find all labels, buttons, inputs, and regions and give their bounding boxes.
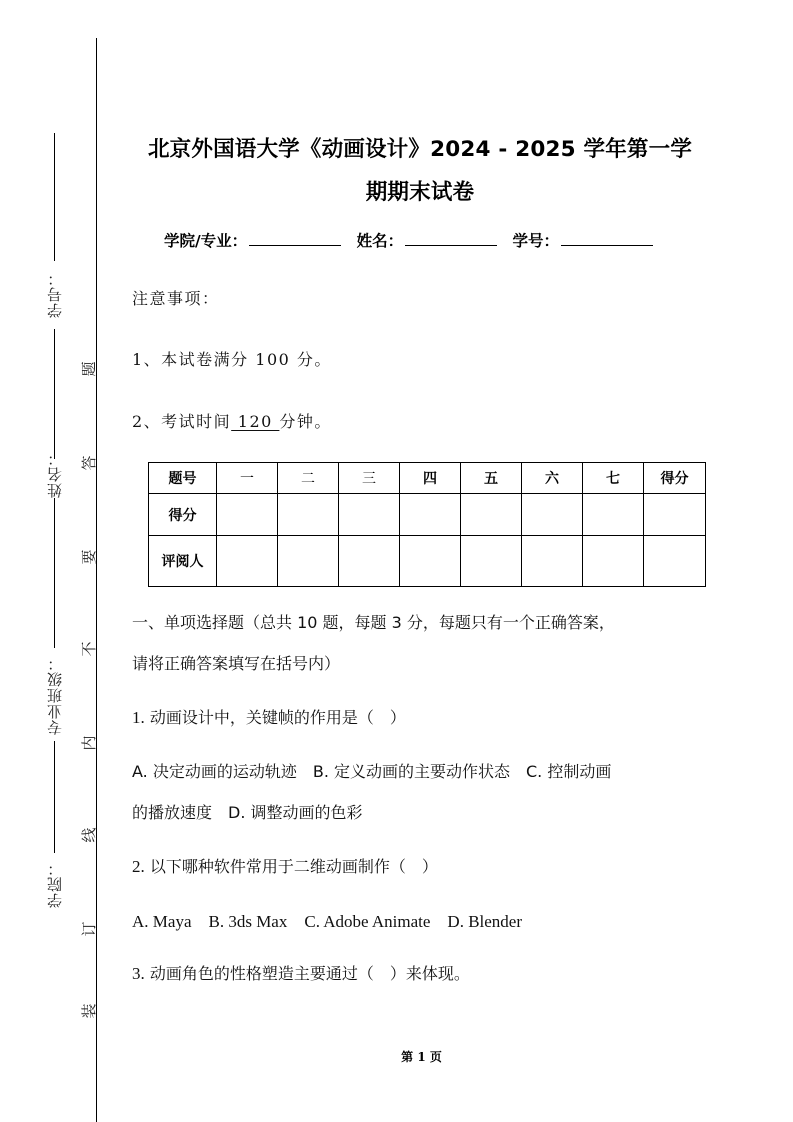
student-id-field-line: [54, 329, 55, 459]
score-cell[interactable]: [461, 494, 522, 536]
table-header-cell: 三: [339, 463, 400, 494]
table-header-cell: 五: [461, 463, 522, 494]
binding-warning-char: 线: [80, 827, 98, 843]
question-1: [132, 705, 406, 728]
reviewer-cell[interactable]: [583, 536, 644, 587]
name-field-label: 姓名：: [46, 450, 64, 498]
student-id-field-line-top: [54, 133, 55, 261]
question-2-options: A. Maya B. 3ds Max C. Adobe Animate D. Blender: [132, 912, 523, 931]
binding-warning-char: 答: [80, 455, 98, 471]
score-cell[interactable]: [583, 494, 644, 536]
reviewer-cell[interactable]: [522, 536, 583, 587]
exam-title-line1: 北京外国语大学《动画设计》2024 - 2025 学年第一学: [147, 137, 693, 162]
binding-warning-char: 不: [80, 641, 98, 657]
question-number: 1.: [132, 708, 145, 727]
major-class-field-line: [54, 741, 55, 853]
table-header-cell: 六: [522, 463, 583, 494]
table-header-cell: 二: [278, 463, 339, 494]
name-blank[interactable]: [405, 231, 497, 246]
section1-heading-line1: 一、单项选择题（总共 10 题，每题 3 分，每题只有一个正确答案，: [132, 613, 615, 632]
table-header-cell: 一: [217, 463, 278, 494]
note-item-2-suffix: 分钟。: [279, 412, 332, 431]
reviewer-cell[interactable]: [278, 536, 339, 587]
score-cell[interactable]: [278, 494, 339, 536]
table-header-cell: 得分: [644, 463, 706, 494]
score-table-header-row: [149, 463, 706, 494]
reviewer-cell[interactable]: [339, 536, 400, 587]
score-table: [148, 462, 706, 587]
question-3: [132, 961, 470, 984]
name-label: 姓名：: [356, 232, 404, 250]
question-text: 动画角色的性格塑造主要通过（ ）来体现。: [149, 964, 470, 983]
table-header-cell: 题号: [149, 463, 217, 494]
score-cell[interactable]: [522, 494, 583, 536]
college-major-blank[interactable]: [249, 231, 341, 246]
major-class-field-label: 专业班级：: [46, 655, 64, 735]
reviewer-cell[interactable]: [217, 536, 278, 587]
reviewer-cell[interactable]: [644, 536, 706, 587]
binding-line: [96, 38, 97, 1122]
reviewer-cell[interactable]: [400, 536, 461, 587]
question-1-options-line1: A. 决定动画的运动轨迹 B. 定义动画的主要动作状态 C. 控制动画: [132, 762, 612, 781]
table-row: [149, 494, 706, 536]
exam-title-line2: 期期末试卷: [365, 180, 475, 205]
college-major-label: 学院/专业：: [164, 232, 248, 250]
table-row: [149, 536, 706, 587]
student-id-label: 学号：: [512, 232, 560, 250]
row-label-reviewer: 评阅人: [149, 536, 217, 587]
name-field-line: [54, 498, 55, 648]
note-item-2: [132, 409, 332, 432]
question-text: 动画设计中，关键帧的作用是（ ）: [149, 708, 406, 727]
college-field-label: 学院：: [46, 860, 64, 908]
notes-heading: 注意事项：: [132, 289, 220, 308]
score-cell[interactable]: [339, 494, 400, 536]
score-cell[interactable]: [644, 494, 706, 536]
question-2: [132, 854, 438, 877]
row-label-score: 得分: [149, 494, 217, 536]
binding-warning-char: 装: [80, 1003, 98, 1019]
table-header-cell: 七: [583, 463, 644, 494]
page-number: 第 1 页: [401, 1050, 442, 1064]
question-text: 以下哪种软件常用于二维动画制作（ ）: [149, 857, 438, 876]
student-id-field-label: 学号：: [46, 270, 64, 318]
score-cell[interactable]: [400, 494, 461, 536]
question-number: 3.: [132, 964, 145, 983]
student-id-blank[interactable]: [561, 231, 653, 246]
binding-warning-char: 内: [80, 735, 98, 751]
note-item-2-prefix: 2、考试时间: [132, 412, 232, 431]
note-item-1: 1、本试卷满分 100 分。: [132, 350, 332, 369]
score-cell[interactable]: [217, 494, 278, 536]
table-header-cell: 四: [400, 463, 461, 494]
question-number: 2.: [132, 857, 145, 876]
question-1-options-line2: 的播放速度 D. 调整动画的色彩: [132, 803, 363, 822]
student-info-row: [164, 229, 663, 251]
binding-warning-char: 订: [80, 921, 98, 937]
reviewer-cell[interactable]: [461, 536, 522, 587]
binding-warning-char: 题: [80, 361, 98, 377]
exam-duration-value: 120: [231, 412, 280, 431]
binding-warning-char: 要: [80, 549, 98, 565]
section1-heading-line2: 请将正确答案填写在括号内）: [132, 654, 341, 673]
